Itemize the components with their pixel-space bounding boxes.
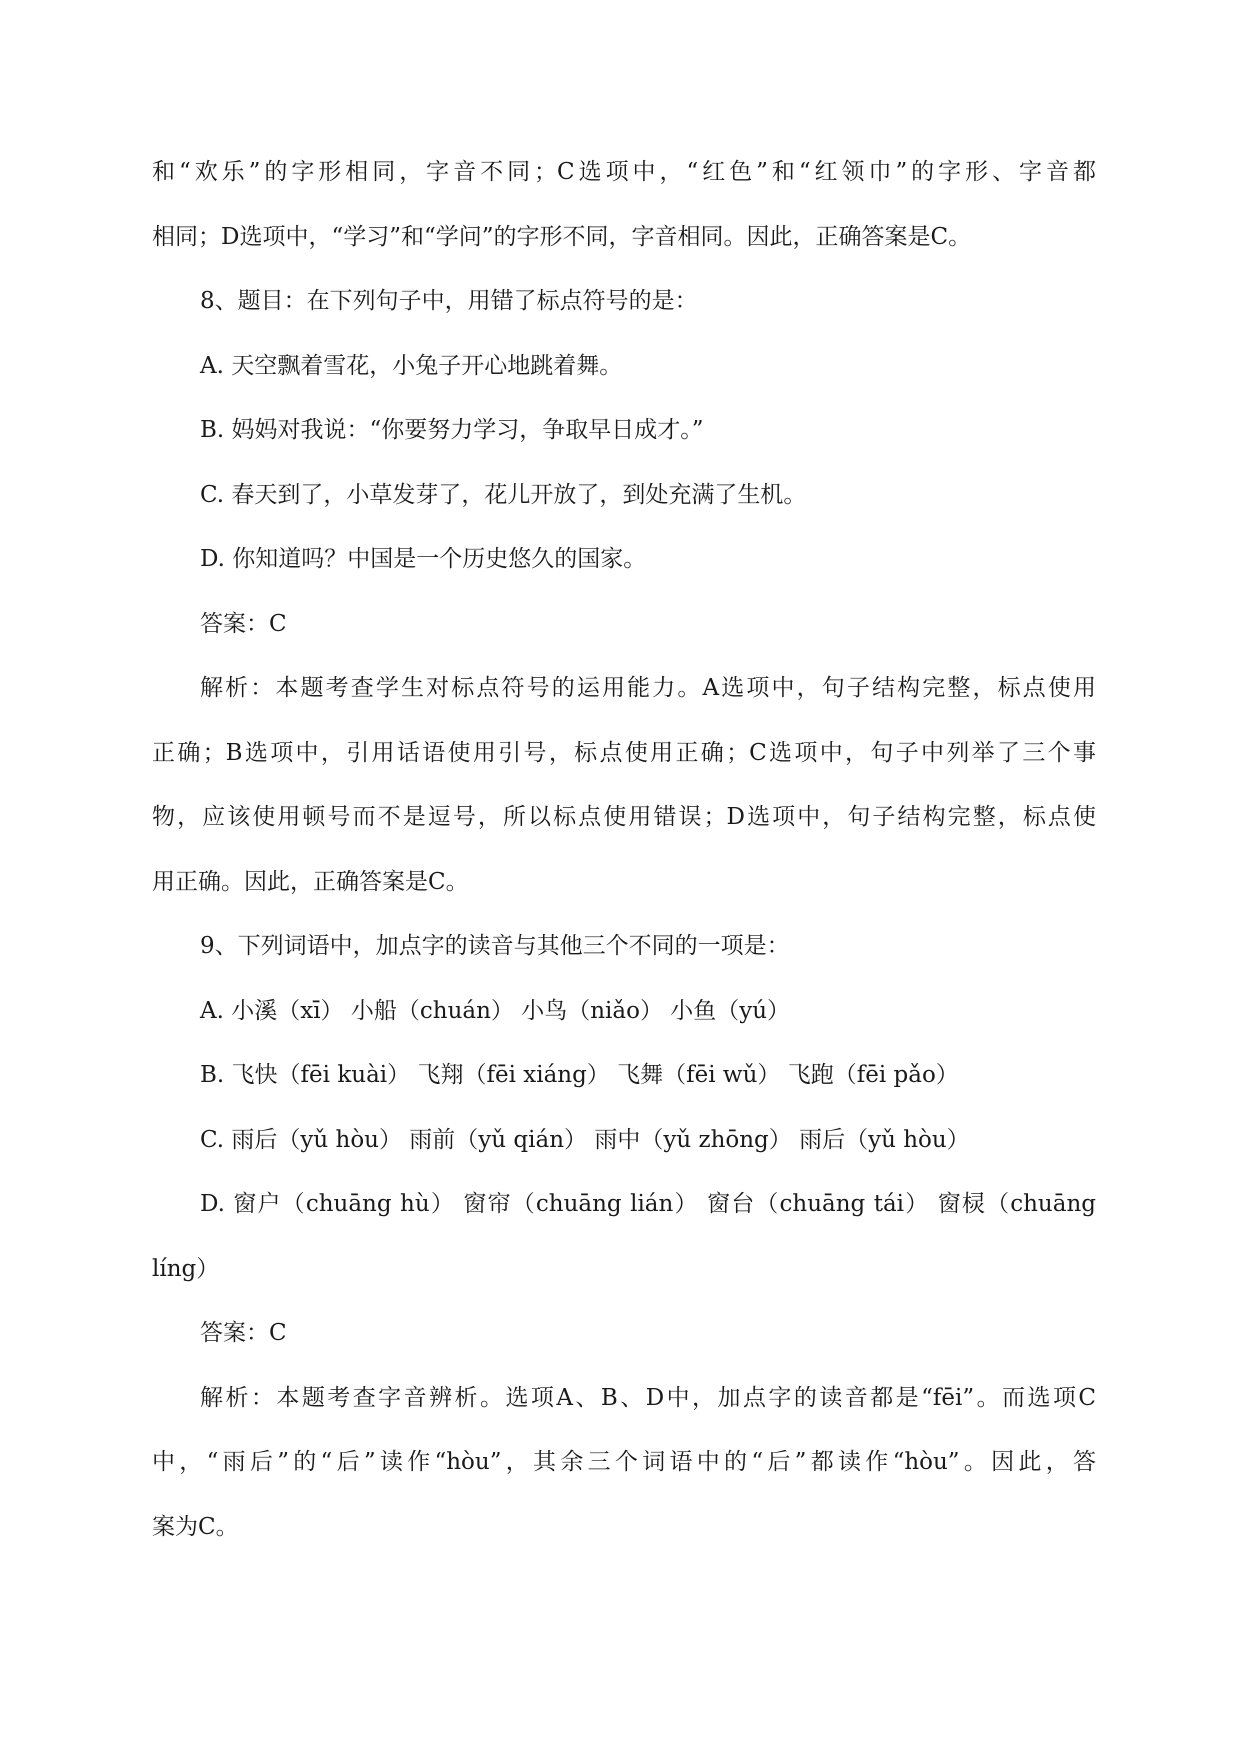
question-9-option-c: C. 雨后（yǔ hòu） 雨前（yǔ qián） 雨中（yǔ zhōng） 雨后（yǔ hòu）: [200, 1126, 970, 1153]
question-8-analysis: 物，应该使用顿号而不是逗号，所以标点使用错误；D选项中，句子结构完整，标点使: [152, 804, 1096, 830]
text-line: 和“欢乐”的字形相同，字音不同；C选项中，“红色”和“红领巾”的字形、字音都: [152, 159, 1096, 185]
question-9-option-b: B. 飞快（fēi kuài） 飞翔（fēi xiáng） 飞舞（fēi wǔ） 飞跑（fēi pǎo）: [200, 1062, 959, 1088]
question-8-analysis: 用正确。因此，正确答案是C。: [152, 868, 469, 895]
question-9-title: 9、下列词语中，加点字的读音与其他三个不同的一项是：: [200, 933, 790, 959]
question-8-option-b: B. 妈妈对我说：“你要努力学习，争取早日成才。”: [200, 417, 704, 443]
question-9-option-d: D. 窗户（chuāng hù） 窗帘（chuāng lián） 窗台（chuāng tái） 窗棂（chuāng: [200, 1191, 1096, 1217]
question-8-analysis: 解析：本题考查学生对标点符号的运用能力。A选项中，句子结构完整，标点使用: [200, 675, 1096, 701]
question-9-answer: 答案：C: [200, 1320, 287, 1346]
question-9-analysis: 中，“雨后”的“后”读作“hòu”，其余三个词语中的“后”都读作“hòu”。因此，答: [152, 1449, 1096, 1475]
question-9-analysis: 案为C。: [152, 1513, 239, 1540]
question-9-analysis: 解析：本题考查字音辨析。选项A、B、D中，加点字的读音都是“fēi”。而选项C: [200, 1384, 1096, 1411]
question-8-analysis: 正确；B选项中，引用话语使用引号，标点使用正确；C选项中，句子中列举了三个事: [152, 739, 1096, 766]
question-8-answer: 答案：C: [200, 610, 287, 637]
question-8-option-a: A. 天空飘着雪花，小兔子开心地跳着舞。: [200, 352, 623, 379]
question-8-option-d: D. 你知道吗？中国是一个历史悠久的国家。: [200, 546, 647, 572]
question-8-title: 8、题目：在下列句子中，用错了标点符号的是：: [200, 288, 698, 314]
document-page: [152, 140, 1096, 1559]
text-line: 相同；D选项中，“学习”和“学问”的字形不同，字音相同。因此，正确答案是C。: [152, 223, 972, 250]
question-9-option-a: A. 小溪（xī） 小船（chuán） 小鸟（niǎo） 小鱼（yú）: [200, 997, 791, 1024]
question-8-option-c: C. 春天到了，小草发芽了，花儿开放了，到处充满了生机。: [200, 481, 807, 508]
question-9-option-d: líng）: [152, 1255, 220, 1282]
